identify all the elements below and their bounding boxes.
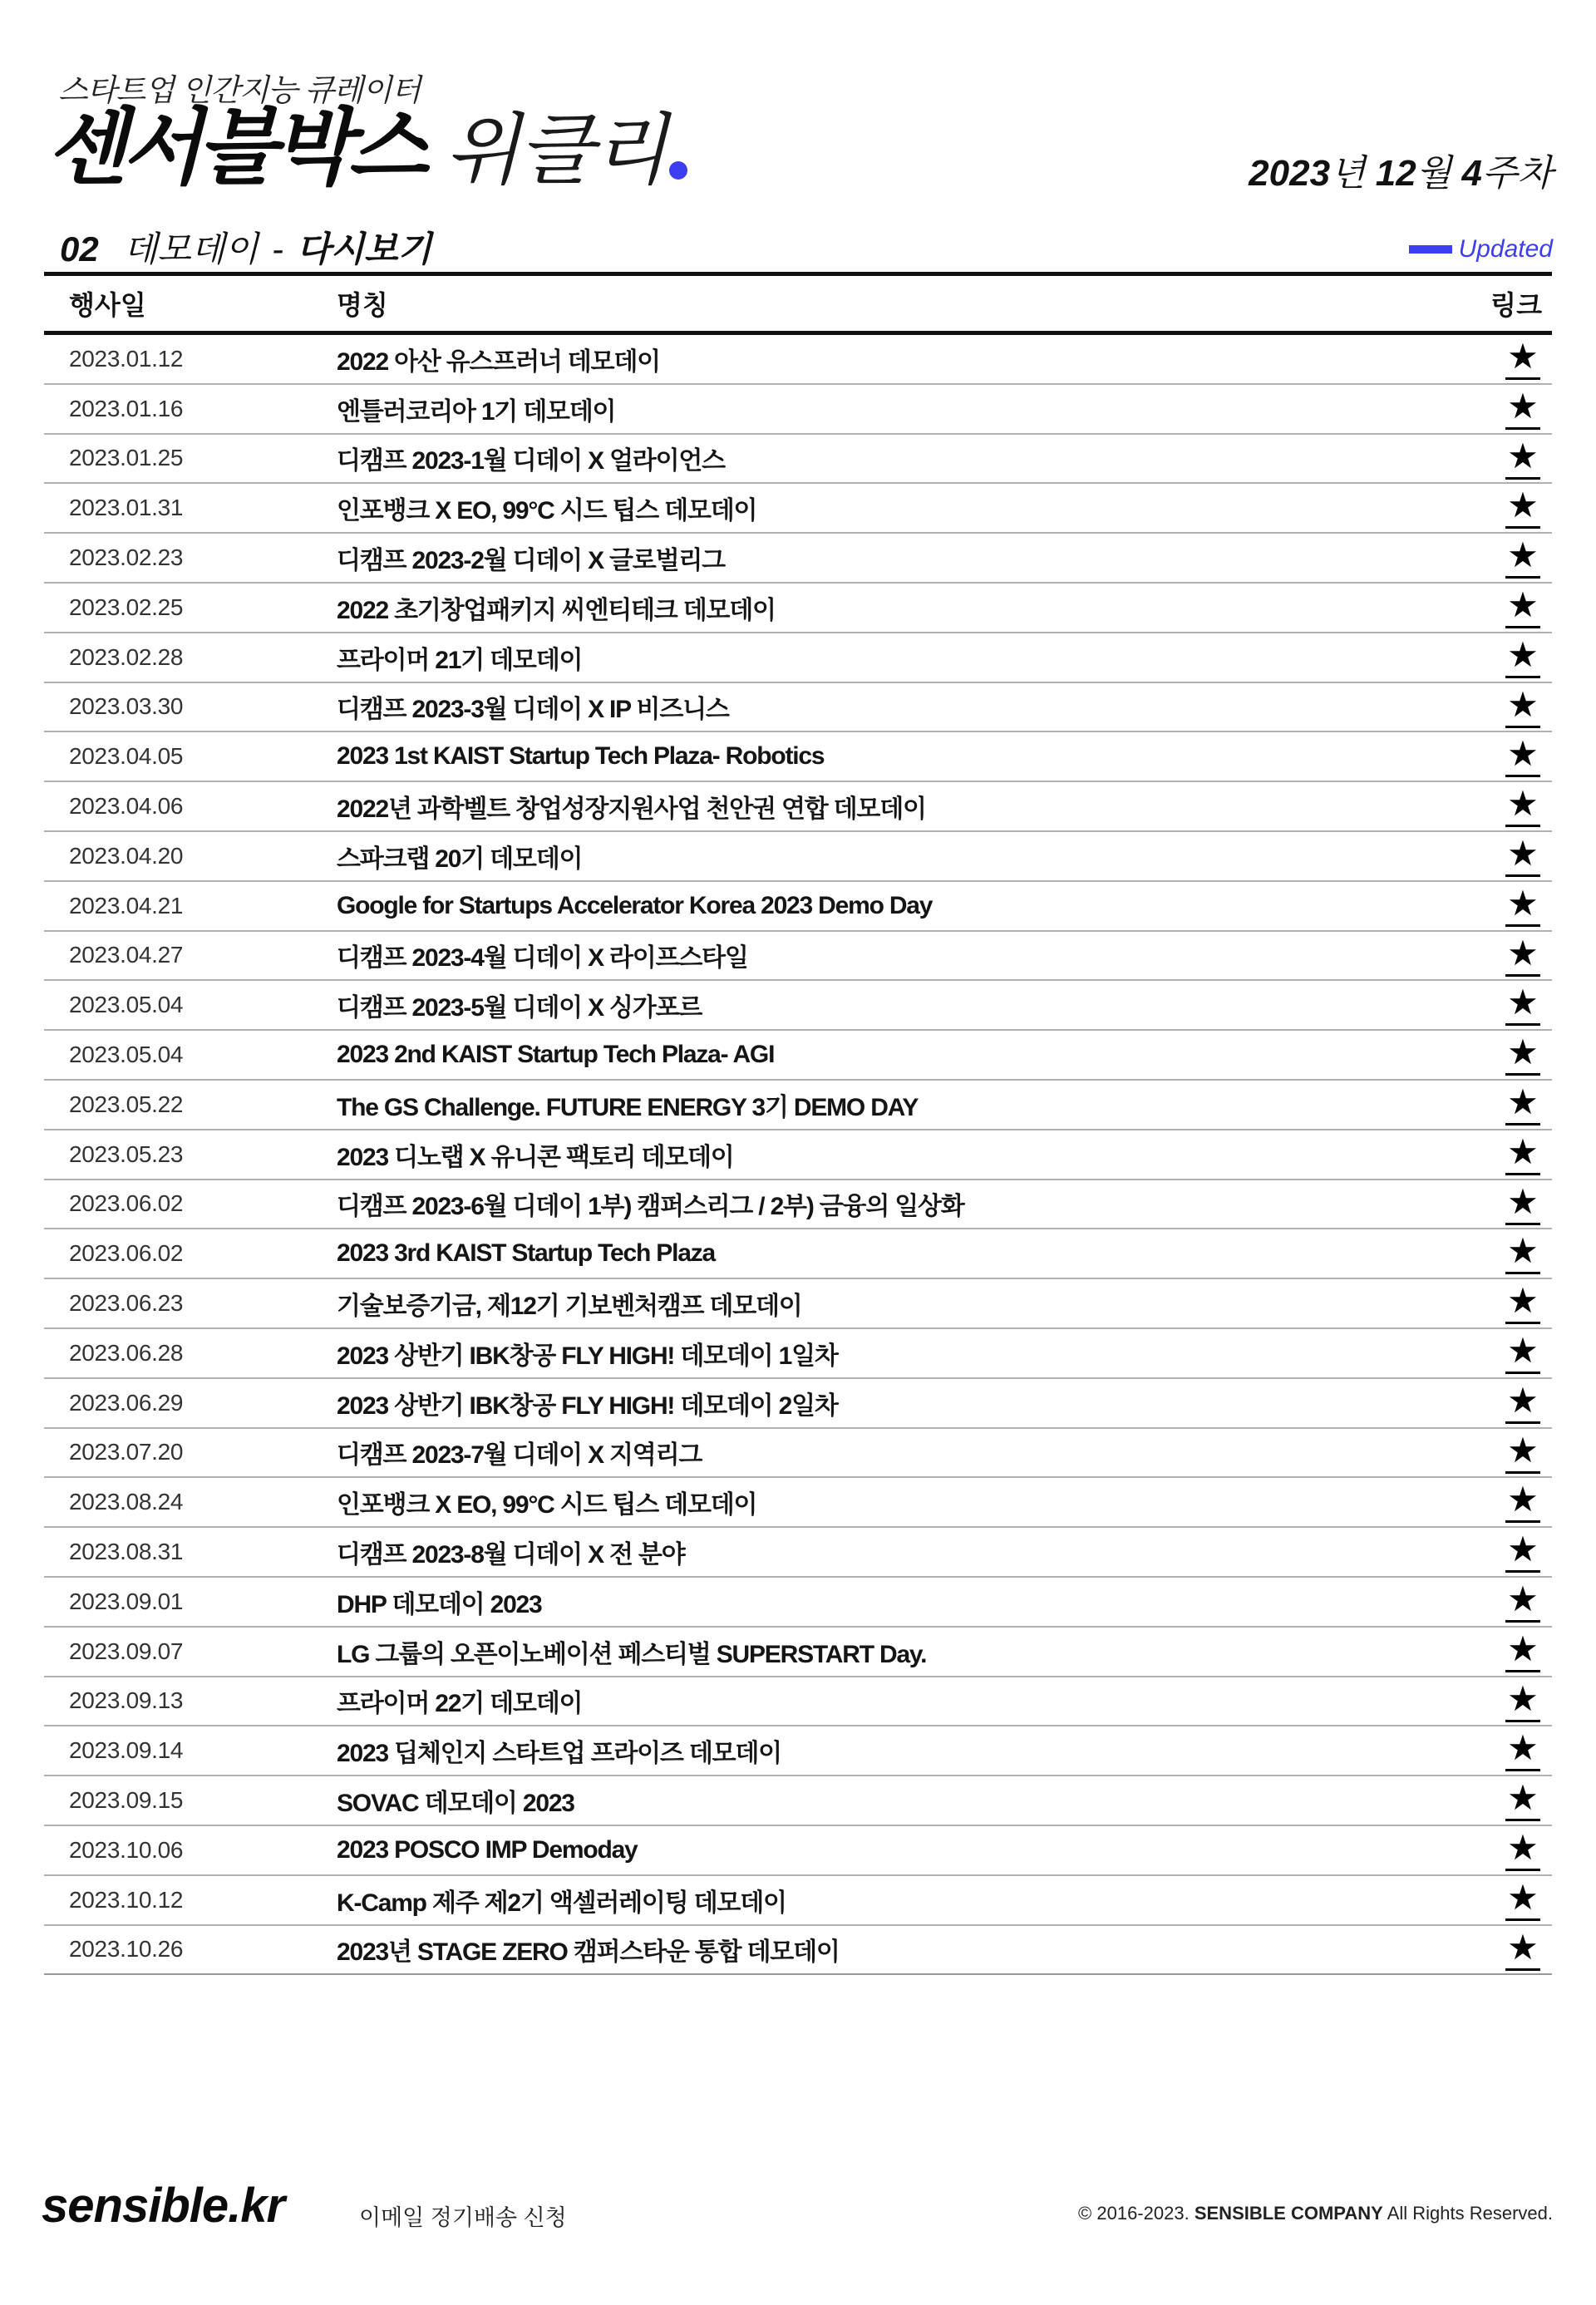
link-underline bbox=[1505, 1769, 1540, 1771]
replay-link[interactable] bbox=[1505, 338, 1540, 382]
link-underline bbox=[1505, 676, 1540, 678]
star-icon: ★ bbox=[1507, 485, 1539, 525]
updated-legend bbox=[1409, 235, 1553, 263]
link-underline bbox=[1505, 1372, 1540, 1374]
event-date: 2023.02.23 bbox=[69, 544, 184, 571]
link-underline bbox=[1505, 1968, 1540, 1971]
event-date: 2023.10.12 bbox=[69, 1886, 184, 1913]
replay-link[interactable] bbox=[1505, 1283, 1540, 1326]
event-name: 2023 상반기 IBK창공 FLY HIGH! 데모데이 2일차 bbox=[337, 1391, 838, 1420]
event-date: 2023.05.04 bbox=[69, 1042, 184, 1068]
event-date: 2023.09.14 bbox=[69, 1737, 184, 1764]
link-underline bbox=[1505, 775, 1540, 777]
table-row bbox=[44, 1229, 1552, 1279]
event-name: K-Camp 제주 제2기 액셀러레이팅 데모데이 bbox=[337, 1889, 786, 1917]
event-date: 2023.10.26 bbox=[69, 1936, 184, 1963]
link-underline bbox=[1505, 1322, 1540, 1324]
table-row bbox=[44, 1180, 1552, 1230]
event-name: LG 그룹의 오픈이노베이션 페스티벌 SUPERSTART Day. bbox=[337, 1640, 927, 1668]
event-name: 엔틀러코리아 1기 데모데이 bbox=[337, 397, 616, 426]
event-date: 2023.09.15 bbox=[69, 1787, 184, 1813]
table-row bbox=[44, 932, 1552, 982]
star-icon: ★ bbox=[1507, 1877, 1539, 1917]
link-underline bbox=[1505, 477, 1540, 480]
replay-link[interactable] bbox=[1505, 1929, 1540, 1973]
replay-link[interactable] bbox=[1505, 537, 1540, 580]
star-icon: ★ bbox=[1507, 883, 1539, 923]
table-row bbox=[44, 732, 1552, 782]
event-name: 2022년 과학벨트 창업성장지원사업 천안권 연합 데모데이 bbox=[337, 795, 926, 824]
link-underline bbox=[1505, 526, 1540, 529]
table-row bbox=[44, 1826, 1552, 1876]
event-name: 2023 상반기 IBK창공 FLY HIGH! 데모데이 1일차 bbox=[337, 1342, 838, 1370]
table-row bbox=[44, 782, 1552, 832]
replay-link[interactable] bbox=[1505, 1332, 1540, 1376]
star-icon: ★ bbox=[1507, 1529, 1539, 1569]
table-row bbox=[44, 484, 1552, 534]
event-date: 2023.07.20 bbox=[69, 1439, 184, 1465]
replay-link[interactable] bbox=[1505, 388, 1540, 431]
column-header-link: 링크 bbox=[1490, 290, 1542, 320]
event-name: DHP 데모데이 2023 bbox=[337, 1590, 542, 1618]
link-underline bbox=[1505, 626, 1540, 628]
event-date: 2023.01.12 bbox=[69, 345, 184, 372]
star-icon: ★ bbox=[1507, 1628, 1539, 1668]
star-icon: ★ bbox=[1507, 386, 1539, 426]
event-date: 2023.05.22 bbox=[69, 1091, 184, 1117]
table-row bbox=[44, 584, 1552, 633]
event-date: 2023.06.28 bbox=[69, 1339, 184, 1366]
replay-link[interactable] bbox=[1505, 1780, 1540, 1823]
replay-link[interactable] bbox=[1505, 1730, 1540, 1773]
replay-link[interactable] bbox=[1505, 935, 1540, 978]
event-name: 프라이머 21기 데모데이 bbox=[337, 646, 583, 674]
issue-date bbox=[1249, 143, 1553, 196]
replay-link[interactable] bbox=[1505, 1678, 1540, 1724]
event-date: 2023.04.27 bbox=[69, 942, 184, 968]
replay-link[interactable] bbox=[1505, 487, 1540, 530]
event-name: 2023 2nd KAIST Startup Tech Plaza- AGI bbox=[337, 1041, 775, 1069]
star-icon: ★ bbox=[1507, 1281, 1539, 1321]
table-row bbox=[44, 1677, 1552, 1727]
event-date: 2023.09.07 bbox=[69, 1638, 184, 1664]
link-underline bbox=[1505, 377, 1540, 380]
event-name: 2023 POSCO IMP Demoday bbox=[337, 1835, 638, 1864]
event-date: 2023.10.06 bbox=[69, 1836, 184, 1863]
link-underline bbox=[1505, 825, 1540, 827]
replay-link[interactable] bbox=[1505, 1531, 1540, 1574]
copyright-prefix: © 2016-2023. bbox=[1078, 2203, 1190, 2224]
brand-title-light: 위클리 bbox=[445, 106, 667, 194]
event-name: 디캠프 2023-3월 디데이 X IP 비즈니스 bbox=[337, 696, 729, 724]
brand-title-bold: 센서블박스 bbox=[47, 101, 423, 195]
event-name: The GS Challenge. FUTURE ENERGY 3기 DEMO DAY bbox=[337, 1093, 919, 1121]
star-icon: ★ bbox=[1507, 634, 1539, 674]
event-name: 디캠프 2023-1월 디데이 X 얼라이언스 bbox=[337, 447, 725, 475]
table-row bbox=[44, 1130, 1552, 1180]
table-row bbox=[44, 1031, 1552, 1081]
star-icon: ★ bbox=[1507, 1181, 1539, 1221]
event-date: 2023.05.23 bbox=[69, 1140, 184, 1167]
event-date: 2023.01.31 bbox=[69, 495, 184, 521]
table-row bbox=[44, 882, 1552, 932]
issue-year-suffix: 년 bbox=[1330, 153, 1366, 194]
link-underline bbox=[1505, 874, 1540, 877]
link-underline bbox=[1505, 1620, 1540, 1623]
replay-link[interactable] bbox=[1505, 634, 1540, 680]
table-row bbox=[44, 1528, 1552, 1578]
event-name: 인포뱅크 X EO, 99°C 시드 팁스 데모데이 bbox=[337, 1491, 757, 1519]
event-date: 2023.02.25 bbox=[69, 593, 184, 620]
replay-link[interactable] bbox=[1505, 786, 1540, 829]
event-name: 디캠프 2023-2월 디데이 X 글로벌리그 bbox=[337, 547, 725, 575]
section-title bbox=[60, 222, 431, 272]
replay-link[interactable] bbox=[1505, 1481, 1540, 1524]
copyright-rights: All Rights Reserved. bbox=[1387, 2203, 1553, 2224]
table-row bbox=[44, 1081, 1552, 1130]
issue-month: 12 bbox=[1375, 153, 1416, 194]
issue-week-suffix: 주차 bbox=[1481, 153, 1553, 194]
event-name: 2022 아산 유스프러너 데모데이 bbox=[337, 347, 660, 376]
event-name: 2023 1st KAIST Startup Tech Plaza- Robotics bbox=[337, 742, 825, 771]
event-name: 디캠프 2023-6월 디데이 1부) 캠퍼스리그 / 2부) 금융의 일상화 bbox=[337, 1193, 964, 1221]
replay-link[interactable] bbox=[1505, 1034, 1540, 1077]
star-icon: ★ bbox=[1507, 1728, 1539, 1768]
star-icon: ★ bbox=[1507, 337, 1539, 376]
event-name: 디캠프 2023-5월 디데이 X 싱가포르 bbox=[337, 994, 702, 1022]
link-underline bbox=[1505, 1123, 1540, 1125]
table-row bbox=[44, 1329, 1552, 1379]
event-name: SOVAC 데모데이 2023 bbox=[337, 1790, 574, 1817]
issue-week: 4 bbox=[1461, 153, 1482, 194]
event-date: 2023.04.20 bbox=[69, 842, 184, 869]
link-underline bbox=[1505, 726, 1540, 728]
link-underline bbox=[1505, 1173, 1540, 1175]
star-icon: ★ bbox=[1507, 833, 1539, 873]
table-row bbox=[44, 1876, 1552, 1926]
event-date: 2023.01.25 bbox=[69, 445, 184, 471]
star-icon: ★ bbox=[1507, 1678, 1539, 1718]
replay-link[interactable] bbox=[1505, 736, 1540, 779]
event-date: 2023.04.05 bbox=[69, 743, 184, 770]
event-name: 디캠프 2023-4월 디데이 X 라이프스타일 bbox=[337, 944, 748, 973]
event-date: 2023.02.28 bbox=[69, 643, 184, 670]
replay-link[interactable] bbox=[1505, 1628, 1540, 1674]
star-icon: ★ bbox=[1507, 436, 1539, 475]
demoday-table bbox=[44, 272, 1552, 1975]
star-icon: ★ bbox=[1507, 1927, 1539, 1967]
event-date: 2023.06.02 bbox=[69, 1240, 184, 1267]
issue-year: 2023 bbox=[1249, 153, 1331, 194]
star-icon: ★ bbox=[1507, 983, 1539, 1022]
event-date: 2023.05.04 bbox=[69, 992, 184, 1018]
event-name: 스파크랩 20기 데모데이 bbox=[337, 845, 583, 873]
link-underline bbox=[1505, 1471, 1540, 1474]
updated-label: Updated bbox=[1458, 235, 1553, 263]
star-icon: ★ bbox=[1507, 734, 1539, 774]
star-icon: ★ bbox=[1507, 1380, 1539, 1420]
replay-link[interactable] bbox=[1505, 684, 1540, 730]
link-underline bbox=[1505, 924, 1540, 927]
star-icon: ★ bbox=[1507, 1430, 1539, 1470]
link-underline bbox=[1505, 427, 1540, 430]
event-date: 2023.04.21 bbox=[69, 892, 184, 919]
star-icon: ★ bbox=[1507, 1032, 1539, 1072]
table-row bbox=[44, 1726, 1552, 1776]
section-number: 02 bbox=[60, 229, 99, 268]
event-date: 2023.04.06 bbox=[69, 793, 184, 820]
link-underline bbox=[1505, 1918, 1540, 1921]
event-name: 2023 디노랩 X 유니콘 팩토리 데모데이 bbox=[337, 1143, 734, 1171]
star-icon: ★ bbox=[1507, 1579, 1539, 1618]
table-row bbox=[44, 1279, 1552, 1329]
replay-link[interactable] bbox=[1505, 1181, 1540, 1227]
table-row bbox=[44, 335, 1552, 385]
replay-link[interactable] bbox=[1505, 1081, 1540, 1127]
star-icon: ★ bbox=[1507, 1231, 1539, 1271]
event-date: 2023.06.29 bbox=[69, 1389, 184, 1416]
event-name: 2023년 STAGE ZERO 캠퍼스타운 통합 데모데이 bbox=[337, 1938, 840, 1967]
star-icon: ★ bbox=[1507, 1480, 1539, 1519]
replay-link[interactable] bbox=[1505, 1233, 1540, 1276]
newsletter-subtitle: 스타트업 인간지능 큐레이터 bbox=[58, 73, 421, 107]
star-icon: ★ bbox=[1507, 1778, 1539, 1818]
table-row bbox=[44, 981, 1552, 1031]
section-separator: - bbox=[272, 229, 284, 268]
copyright bbox=[1078, 2203, 1553, 2224]
event-name: 기술보증기금, 제12기 기보벤처캠프 데모데이 bbox=[337, 1293, 802, 1321]
replay-link[interactable] bbox=[1505, 1827, 1540, 1873]
footer-logo[interactable]: sensible.kr bbox=[42, 2179, 285, 2233]
replay-link[interactable] bbox=[1505, 584, 1540, 630]
table-header bbox=[44, 276, 1552, 335]
link-underline bbox=[1505, 1819, 1540, 1821]
star-icon: ★ bbox=[1507, 1827, 1539, 1867]
table-row bbox=[44, 1429, 1552, 1479]
table-row bbox=[44, 1578, 1552, 1628]
link-underline bbox=[1505, 1023, 1540, 1026]
table-row bbox=[44, 1478, 1552, 1528]
subscribe-link[interactable]: 이메일 정기배송 신청 bbox=[359, 2205, 567, 2230]
star-icon: ★ bbox=[1507, 584, 1539, 624]
event-name: Google for Startups Accelerator Korea 2023 Demo Day bbox=[337, 891, 933, 919]
link-underline bbox=[1505, 1073, 1540, 1076]
table-body bbox=[44, 335, 1552, 1975]
link-underline bbox=[1505, 974, 1540, 977]
column-header-name: 명칭 bbox=[337, 290, 388, 320]
updated-bar-icon bbox=[1409, 245, 1452, 254]
replay-link[interactable] bbox=[1505, 1131, 1540, 1177]
star-icon: ★ bbox=[1507, 784, 1539, 824]
event-date: 2023.06.02 bbox=[69, 1190, 184, 1217]
table-row bbox=[44, 633, 1552, 683]
table-row bbox=[44, 385, 1552, 435]
star-icon: ★ bbox=[1507, 1131, 1539, 1171]
event-date: 2023.03.30 bbox=[69, 693, 184, 720]
star-icon: ★ bbox=[1507, 1081, 1539, 1121]
star-icon: ★ bbox=[1507, 933, 1539, 973]
replay-link[interactable] bbox=[1505, 1879, 1540, 1923]
link-underline bbox=[1505, 1223, 1540, 1225]
brand-dot-icon bbox=[669, 161, 687, 180]
event-date: 2023.09.13 bbox=[69, 1687, 184, 1714]
event-name: 프라이머 22기 데모데이 bbox=[337, 1690, 583, 1718]
replay-link[interactable] bbox=[1505, 438, 1540, 481]
newsletter-brand bbox=[47, 101, 687, 195]
table-row bbox=[44, 1379, 1552, 1429]
issue-month-suffix: 월 bbox=[1416, 153, 1452, 194]
table-row bbox=[44, 1776, 1552, 1826]
table-row bbox=[44, 832, 1552, 882]
event-name: 디캠프 2023-8월 디데이 X 전 분야 bbox=[337, 1541, 685, 1569]
event-name: 인포뱅크 X EO, 99°C 시드 팁스 데모데이 bbox=[337, 497, 757, 525]
replay-link[interactable] bbox=[1505, 1581, 1540, 1624]
table-row bbox=[44, 683, 1552, 733]
replay-link[interactable] bbox=[1505, 984, 1540, 1027]
link-underline bbox=[1505, 1421, 1540, 1424]
replay-link[interactable] bbox=[1505, 835, 1540, 879]
event-name: 디캠프 2023-7월 디데이 X 지역리그 bbox=[337, 1441, 702, 1470]
table-row bbox=[44, 1628, 1552, 1677]
table-row bbox=[44, 435, 1552, 485]
link-underline bbox=[1505, 1570, 1540, 1573]
section-title-part2: 다시보기 bbox=[297, 229, 432, 268]
star-icon: ★ bbox=[1507, 1330, 1539, 1370]
event-date: 2023.09.01 bbox=[69, 1588, 184, 1614]
event-name: 2022 초기창업패키지 씨엔티테크 데모데이 bbox=[337, 596, 776, 624]
table-row bbox=[44, 1926, 1552, 1976]
link-underline bbox=[1505, 1720, 1540, 1722]
section-title-part1: 데모데이 bbox=[123, 229, 259, 268]
event-date: 2023.06.23 bbox=[69, 1290, 184, 1317]
table-row bbox=[44, 534, 1552, 584]
star-icon: ★ bbox=[1507, 535, 1539, 575]
column-header-date: 행사일 bbox=[69, 290, 146, 320]
event-date: 2023.08.24 bbox=[69, 1489, 184, 1515]
event-date: 2023.01.16 bbox=[69, 395, 184, 421]
link-underline bbox=[1505, 1869, 1540, 1871]
replay-link[interactable] bbox=[1505, 1382, 1540, 1426]
replay-link[interactable] bbox=[1505, 885, 1540, 928]
link-underline bbox=[1505, 1272, 1540, 1274]
link-underline bbox=[1505, 1670, 1540, 1672]
link-underline bbox=[1505, 576, 1540, 579]
event-date: 2023.08.31 bbox=[69, 1539, 184, 1565]
link-underline bbox=[1505, 1520, 1540, 1523]
event-name: 2023 딥체인지 스타트업 프라이즈 데모데이 bbox=[337, 1740, 781, 1768]
star-icon: ★ bbox=[1507, 684, 1539, 724]
replay-link[interactable] bbox=[1505, 1432, 1540, 1475]
event-name: 2023 3rd KAIST Startup Tech Plaza bbox=[337, 1239, 716, 1268]
copyright-company: SENSIBLE COMPANY bbox=[1194, 2203, 1383, 2224]
